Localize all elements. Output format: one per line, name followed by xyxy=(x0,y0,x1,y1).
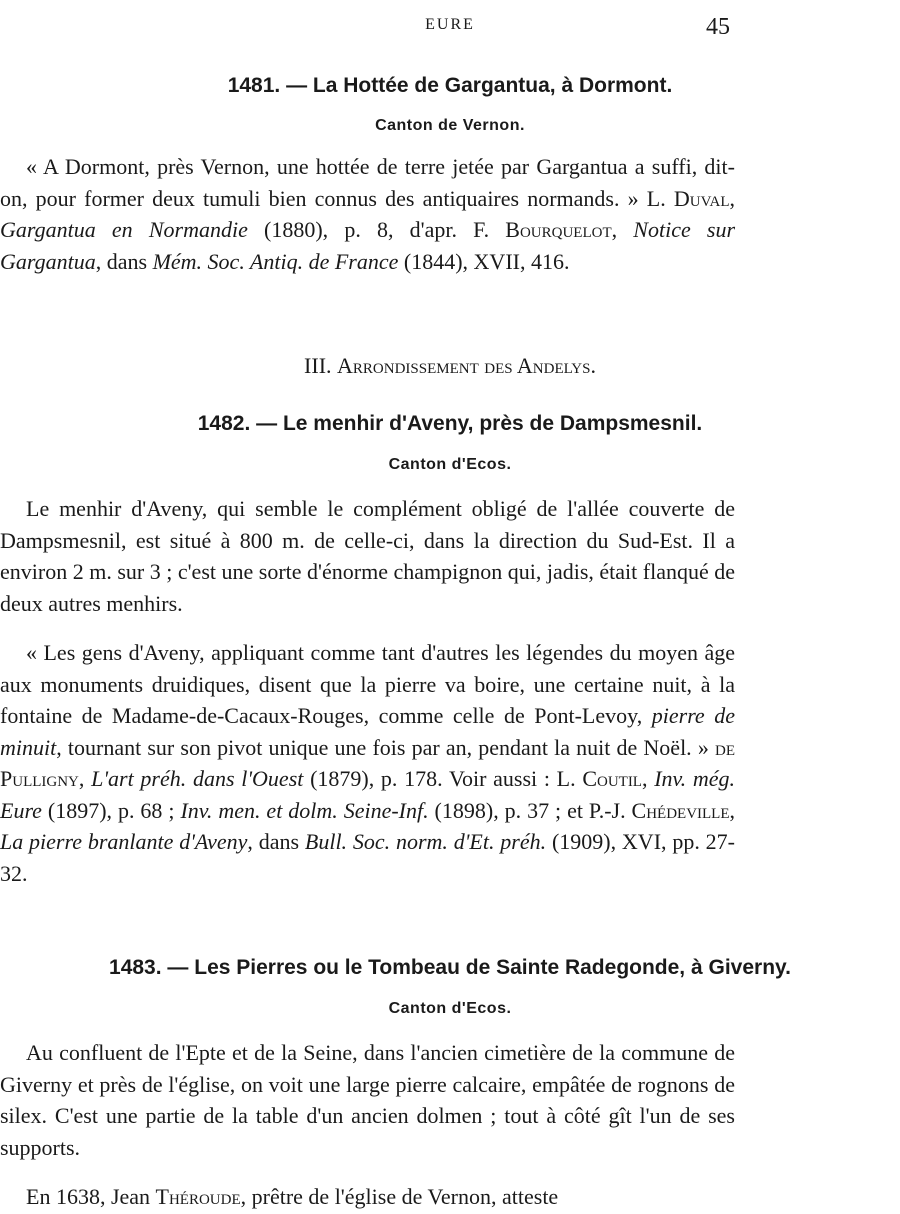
paragraph-1482-a: Le menhir d'Aveny, qui semble le complément obligé de l'allée couverte de Dampsmesnil, est situé à 800 m. de celle-ci, dans la direction du Sud-Est. Il a environ 2 m. sur 3 ; c'est une sorte d'énorme champignon qui, jadis, était flanqué de deux autres menhirs. xyxy=(0,496,735,616)
author-name: Théroude xyxy=(155,1184,241,1209)
paragraph-1483-b: En 1638, Jean Théroude, prêtre de l'église de Vernon, atteste xyxy=(26,1184,559,1209)
entry-title-1482: 1482. — Le menhir d'Aveny, près de Dampsmesnil. xyxy=(197,412,703,435)
entry-title-1481: 1481. — La Hottée de Gargantua, à Dormont. xyxy=(227,74,673,97)
work-title: Notice sur Gargantua xyxy=(0,217,736,274)
running-title: EURE xyxy=(425,16,475,33)
paragraph-1481: « A Dormont, près Vernon, une hottée de terre jetée par Gargantua a suffi, dit-on, pour former deux tumuli bien connus des antiquaires normands. » L. Duval, Gargantua en Normandie (1880), p. 8, d'apr. F. Bourquelot, Notice sur Gargantua, dans Mém. Soc. Antiq. de France (1844), XVII, 416. xyxy=(0,154,736,274)
work-title: Gargantua en Normandie xyxy=(0,217,248,242)
running-head xyxy=(0,14,900,44)
canton-1482: Canton d'Ecos. xyxy=(388,456,512,473)
page-number: 45 xyxy=(706,14,730,40)
work-title: L'art préh. dans l'Ouest xyxy=(91,766,304,791)
author-name: de Pulligny xyxy=(0,734,735,791)
paragraph-1482-b: « Les gens d'Aveny, appliquant comme tant d'autres les légendes du moyen âge aux monuments druidiques, disent que la pierre va boire, une certaine nuit, à la fontaine de Madame-de-Cacaux-Rouges, comme celle de Pont-Levoy, pierre de minuit, tournant sur son pivot unique une fois par an, pendant la nuit de Noël. » de Pulligny, L'art préh. dans l'Ouest (1879), p. 178. Voir aussi : L. Coutil, Inv. még. Eure (1897), p. 68 ; Inv. men. et dolm. Seine-Inf. (1898), p. 37 ; et P.-J. Chédeville, La pierre branlante d'Aveny, dans Bull. Soc. norm. d'Et. préh. (1909), XVI, pp. 27-32. xyxy=(0,640,736,886)
section-heading: III. Arrondissement des Andelys. xyxy=(304,353,596,378)
work-title: Inv. még. Eure xyxy=(0,766,736,823)
work-title: Inv. men. et dolm. Seine-Inf. xyxy=(180,797,429,823)
work-title: Bull. Soc. norm. d'Et. préh. xyxy=(304,829,547,854)
work-title: pierre de minuit xyxy=(0,703,735,760)
author-name: Bourquelot xyxy=(505,217,612,242)
entry-title-1483: 1483. — Les Pierres ou le Tombeau de Sainte Radegonde, à Giverny. xyxy=(109,956,791,979)
paragraph-1483-a: Au confluent de l'Epte et de la Seine, dans l'ancien cimetière de la commune de Giverny et près de l'église, on voit une large pierre calcaire, empâtée de rognons de silex. C'est une partie de la table d'un ancien dolmen ; tout à côté gît l'un de ses supports. xyxy=(0,1040,735,1160)
canton-1481: Canton de Vernon. xyxy=(375,117,525,134)
author-name: Duval xyxy=(673,185,730,211)
canton-1483: Canton d'Ecos. xyxy=(388,1000,512,1017)
work-title: La pierre branlante d'Aveny xyxy=(0,829,248,854)
author-name: Coutil xyxy=(582,766,642,791)
work-title: Mém. Soc. Antiq. de France xyxy=(152,248,399,274)
author-name: Chédeville xyxy=(631,797,730,823)
